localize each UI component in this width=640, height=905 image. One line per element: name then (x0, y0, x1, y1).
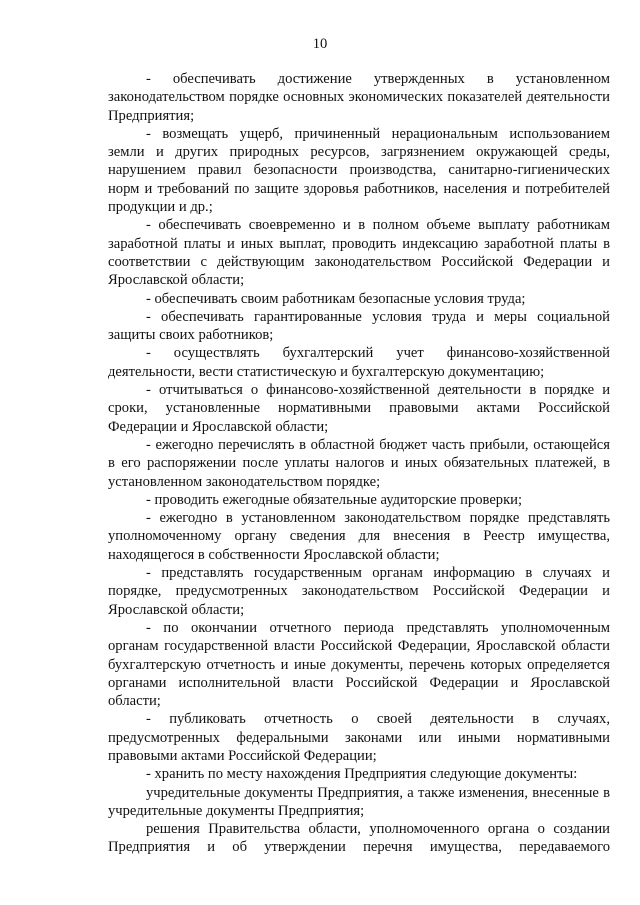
paragraph: - публиковать отчетность о своей деятельности в случаях, предусмотренных федеральными законами или иными нормативными правовыми актами Российской Федерации; (108, 711, 610, 764)
paragraph: - ежегодно перечислять в областной бюджет часть прибыли, остающейся в его распоряжении после уплаты налогов и иных обязательных платежей, в установленном законодательством порядке; (108, 436, 610, 490)
paragraph: - отчитываться о финансово-хозяйственной деятельности в порядке и сроки, установленные нормативными правовыми актами Российской Федерации и Ярославской области; (108, 382, 610, 435)
paragraph: - представлять государственным органам информацию в случаях и порядке, предусмотренных законодательством Российской Федерации и Ярославской области; (108, 565, 610, 618)
paragraph: - возмещать ущерб, причиненный нерациональным использованием земли и других природных ресурсов, загрязнением окружающей среды, нарушением правил безопасности производства, санитарно-гигиенических норм и требований по защите здоровья работников, населения и потребителей продукции и др.; (108, 125, 610, 216)
paragraph: - по окончании отчетного периода представлять уполномоченным органам государственной власти Российской Федерации, Ярославской области бухгалтерскую отчетность и иные документы, перечень которых определяется органами исполнительной власти Российской Федерации и Ярославской области; (108, 619, 610, 710)
paragraph: - осуществлять бухгалтерский учет финансово-хозяйственной деятельности, вести статистическую и бухгалтерскую документацию; (108, 345, 610, 380)
paragraph: - проводить ежегодные обязательные аудиторские проверки; (146, 491, 523, 508)
paragraph: - обеспечивать гарантированные условия труда и меры социальной защиты своих работников; (108, 308, 610, 344)
document-body (108, 70, 610, 857)
paragraph: - ежегодно в установленном законодательством порядке представлять уполномоченному органу сведения для внесения в Реестр имущества, находящегося в собственности Ярославской области; (108, 510, 610, 563)
paragraph: - хранить по месту нахождения Предприятия следующие документы: (146, 766, 578, 783)
paragraph: решения Правительства области, уполномоченного органа о создании Предприятия и об утверждении перечня имущества, передаваемого (108, 821, 610, 856)
paragraph: - обеспечивать своевременно и в полном объеме выплату работникам заработной платы и иных выплат, проводить индексацию заработной платы в соответствии с действующим законодательством Российской Федерации и Ярославской области; (108, 217, 610, 289)
paragraph: - обеспечивать достижение утвержденных в установленном законодательством порядке основных экономических показателей деятельности Предприятия; (108, 71, 610, 124)
paragraph: - обеспечивать своим работникам безопасные условия труда; (146, 290, 526, 307)
page-number: 10 (312, 36, 328, 52)
paragraph: учредительные документы Предприятия, а также изменения, внесенные в учредительные документы Предприятия; (108, 784, 610, 819)
